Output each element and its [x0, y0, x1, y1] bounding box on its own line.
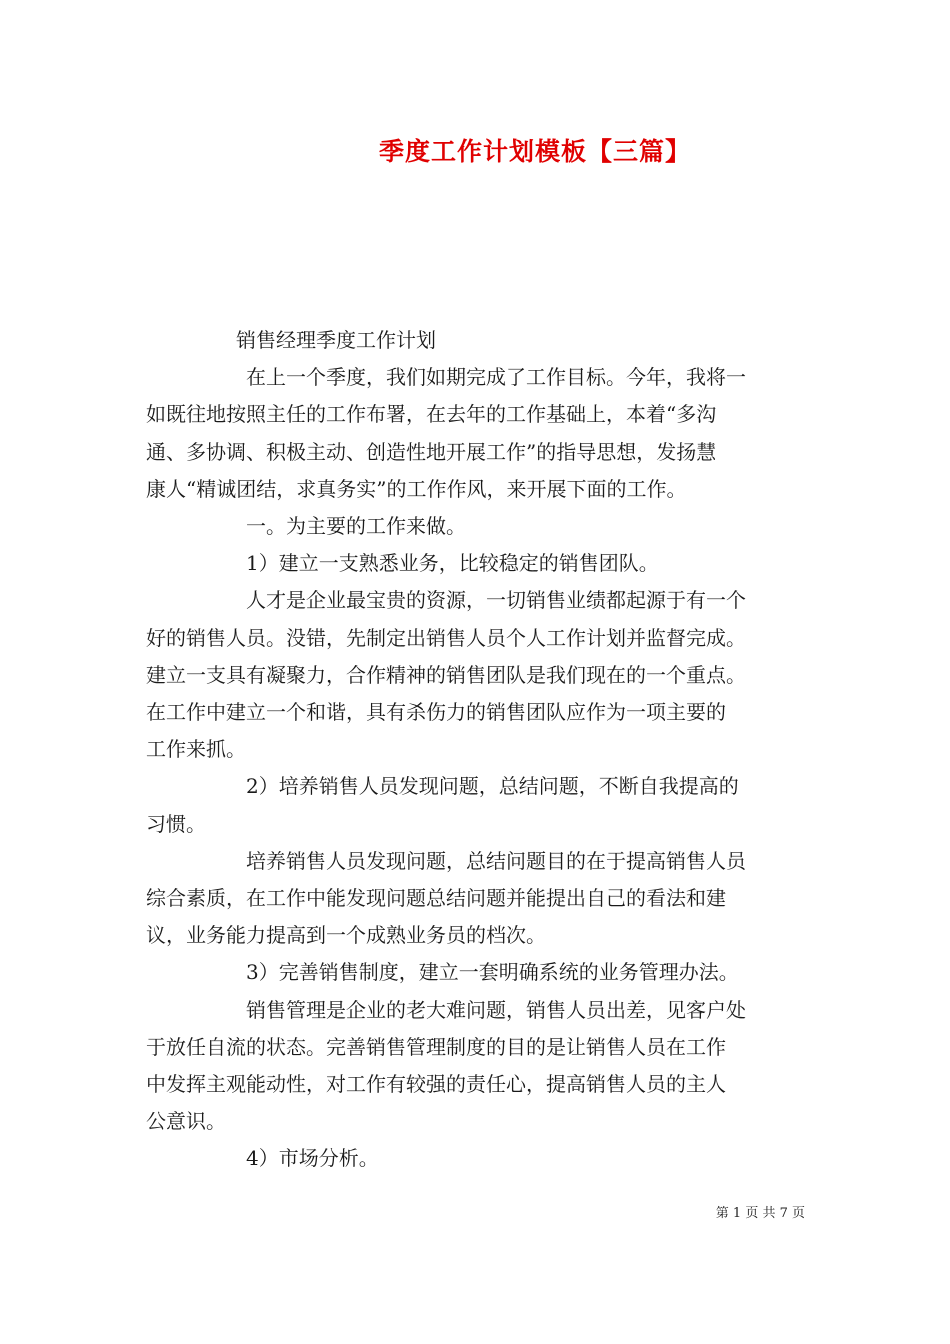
paragraph-line: 建立一支具有凝聚力，合作精神的销售团队是我们现在的一个重点。 [146, 662, 746, 687]
paragraph-line: 人才是企业最宝贵的资源，一切销售业绩都起源于有一个 [246, 588, 746, 613]
list-item-heading: 4）市场分析。 [246, 1146, 379, 1171]
paragraph-line: 好的销售人员。没错，先制定出销售人员个人工作计划并监督完成。 [146, 625, 746, 650]
paragraph-line: 通、多协调、积极主动、创造性地开展工作”的指导思想，发扬慧 [146, 439, 717, 464]
section-heading: 销售经理季度工作计划 [236, 328, 436, 352]
paragraph-line: 中发挥主观能动性，对工作有较强的责任心，提高销售人员的主人 [146, 1072, 726, 1097]
paragraph-line: 培养销售人员发现问题，总结问题目的在于提高销售人员 [246, 848, 746, 873]
list-item-heading: 1）建立一支熟悉业务，比较稳定的销售团队。 [246, 551, 659, 576]
list-heading: 一。为主要的工作来做。 [246, 514, 466, 539]
paragraph-line: 于放任自流的状态。完善销售管理制度的目的是让销售人员在工作 [146, 1034, 726, 1059]
page-footer: 第 1 页 共 7 页 [715, 1206, 805, 1221]
list-item-heading: 2）培养销售人员发现问题，总结问题，不断自我提高的 [246, 774, 739, 799]
paragraph-line: 习惯。 [146, 811, 206, 836]
paragraph-line: 如既往地按照主任的工作布署，在去年的工作基础上，本着“多沟 [146, 402, 717, 427]
paragraph-line: 议，业务能力提高到一个成熟业务员的档次。 [146, 923, 546, 948]
paragraph-line: 康人“精诚团结，求真务实”的工作作风，来开展下面的工作。 [146, 476, 687, 501]
paragraph-line: 销售管理是企业的老大难问题，销售人员出差，见客户处 [246, 997, 746, 1022]
paragraph-line: 在上一个季度，我们如期完成了工作目标。今年，我将一 [246, 365, 746, 390]
document-title: 季度工作计划模板【三篇】 [378, 137, 691, 166]
paragraph-line: 综合素质，在工作中能发现问题总结问题并能提出自己的看法和建 [146, 886, 726, 911]
paragraph-line: 工作来抓。 [146, 737, 246, 762]
paragraph-line: 在工作中建立一个和谐，具有杀伤力的销售团队应作为一项主要的 [146, 700, 726, 725]
document-body [146, 322, 808, 1178]
paragraph-line: 公意识。 [146, 1109, 226, 1134]
list-item-heading: 3）完善销售制度，建立一套明确系统的业务管理办法。 [246, 960, 739, 985]
